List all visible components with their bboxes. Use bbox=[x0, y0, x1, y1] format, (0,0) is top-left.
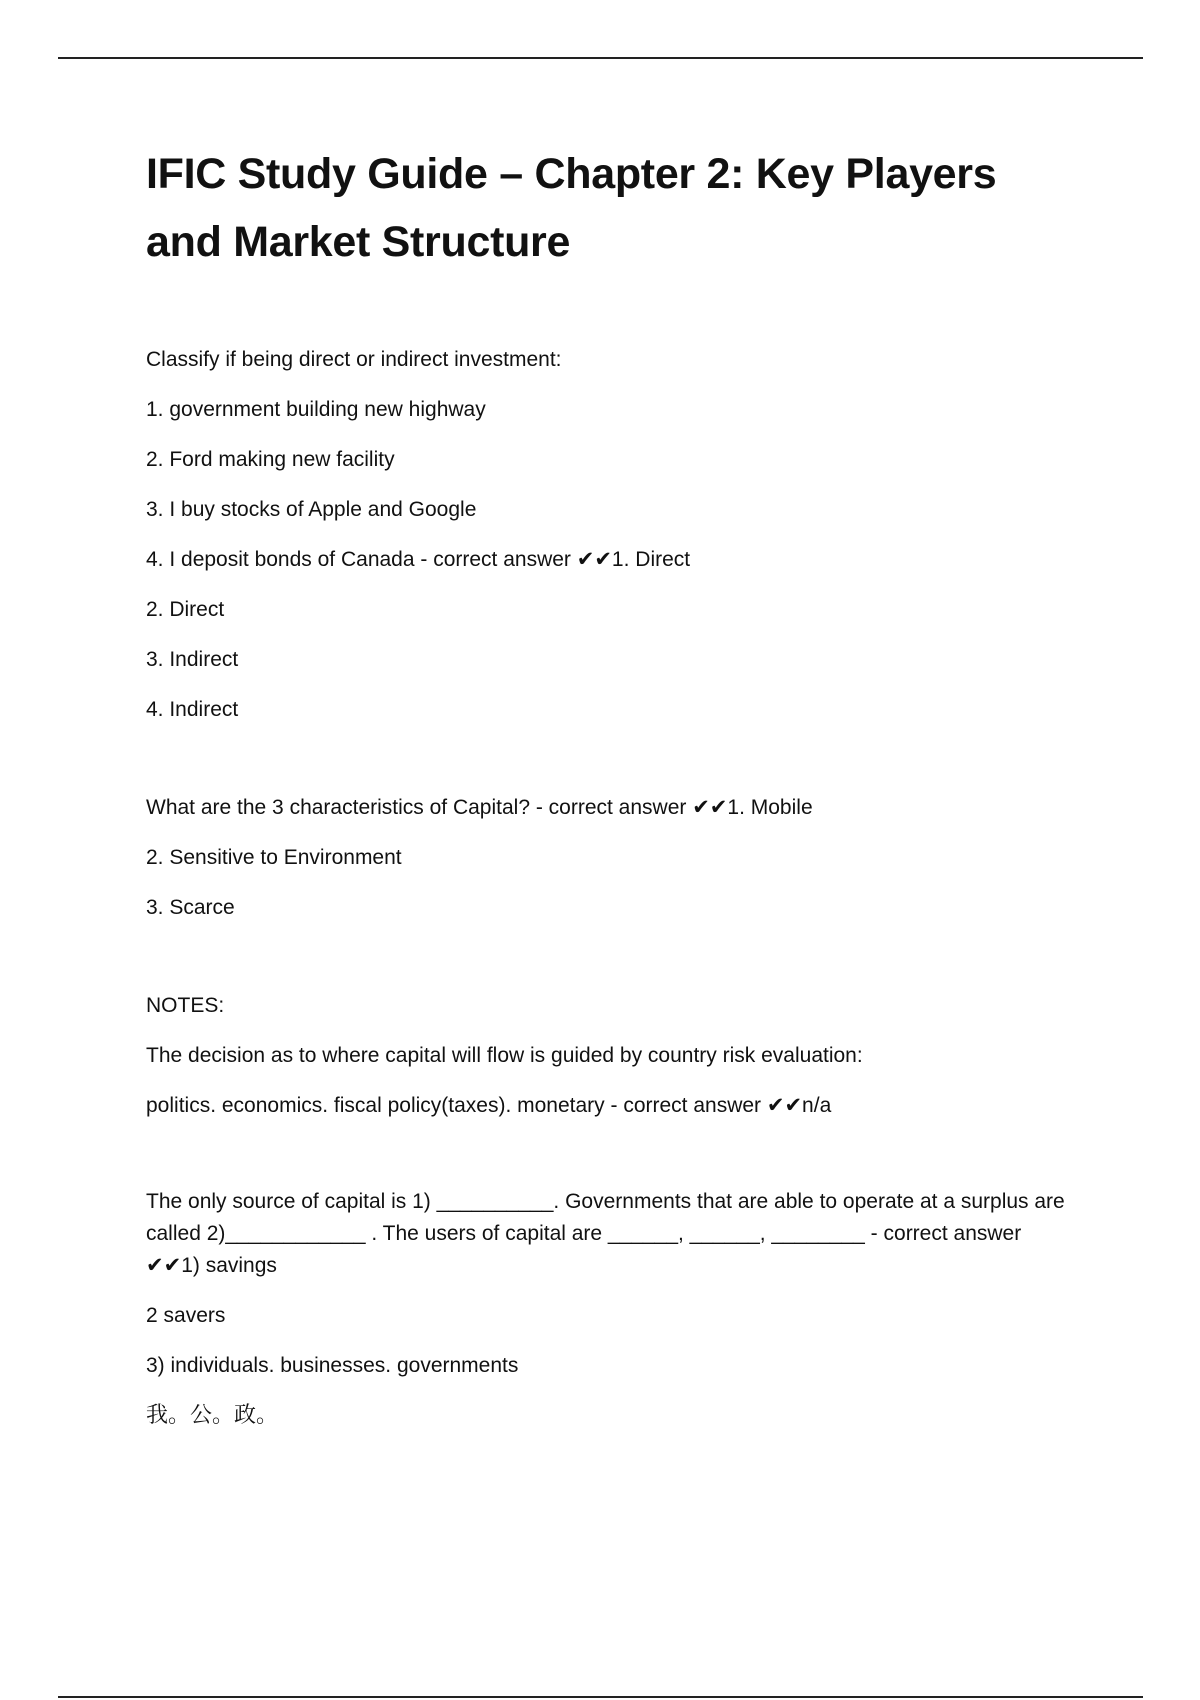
notes-line: The decision as to where capital will flow is guided by country risk evaluation: bbox=[146, 1044, 863, 1067]
document-title: IFIC Study Guide – Chapter 2: Key Players and Market Structure bbox=[146, 150, 997, 266]
answer-line: 4. Indirect bbox=[146, 698, 239, 721]
section-spacer bbox=[146, 1140, 1076, 1186]
section-direct-indirect bbox=[146, 344, 1076, 726]
answer-line: 2 savers bbox=[146, 1304, 226, 1327]
document-body bbox=[146, 344, 1076, 1432]
document-content bbox=[146, 140, 1076, 1450]
question-line: 2. Ford making new facility bbox=[146, 448, 395, 471]
top-rule bbox=[58, 57, 1143, 59]
answer-line: 2. Sensitive to Environment bbox=[146, 846, 402, 869]
question-line: 3. I buy stocks of Apple and Google bbox=[146, 498, 477, 521]
question-line: The only source of capital is 1) __________. Governments that are able to operate at a surplus are called 2)____________ . The users of capital are ______, ______, ________ - correct answer ✔✔1) savings bbox=[146, 1190, 1065, 1277]
notes-line: politics. economics. fiscal policy(taxes). monetary - correct answer ✔✔n/a bbox=[146, 1094, 832, 1117]
section-capital-source bbox=[146, 1186, 1076, 1432]
question-line: Classify if being direct or indirect investment: bbox=[146, 348, 562, 371]
chinese-mnemonic-line: 我。公。政。 bbox=[146, 1403, 279, 1428]
question-line: 1. government building new highway bbox=[146, 398, 486, 421]
section-spacer bbox=[146, 744, 1076, 792]
section-spacer bbox=[146, 942, 1076, 990]
answer-line: 3. Scarce bbox=[146, 896, 235, 919]
answer-line: 3. Indirect bbox=[146, 648, 239, 671]
answer-line: 4. I deposit bonds of Canada - correct answer ✔✔1. Direct bbox=[146, 548, 691, 571]
section-capital-characteristics bbox=[146, 792, 1076, 924]
bottom-rule bbox=[58, 1696, 1143, 1698]
answer-line: 3) individuals. businesses. governments bbox=[146, 1354, 519, 1377]
question-line: What are the 3 characteristics of Capital? - correct answer ✔✔1. Mobile bbox=[146, 796, 813, 819]
section-notes bbox=[146, 990, 1076, 1122]
notes-heading: NOTES: bbox=[146, 994, 225, 1017]
answer-line: 2. Direct bbox=[146, 598, 225, 621]
